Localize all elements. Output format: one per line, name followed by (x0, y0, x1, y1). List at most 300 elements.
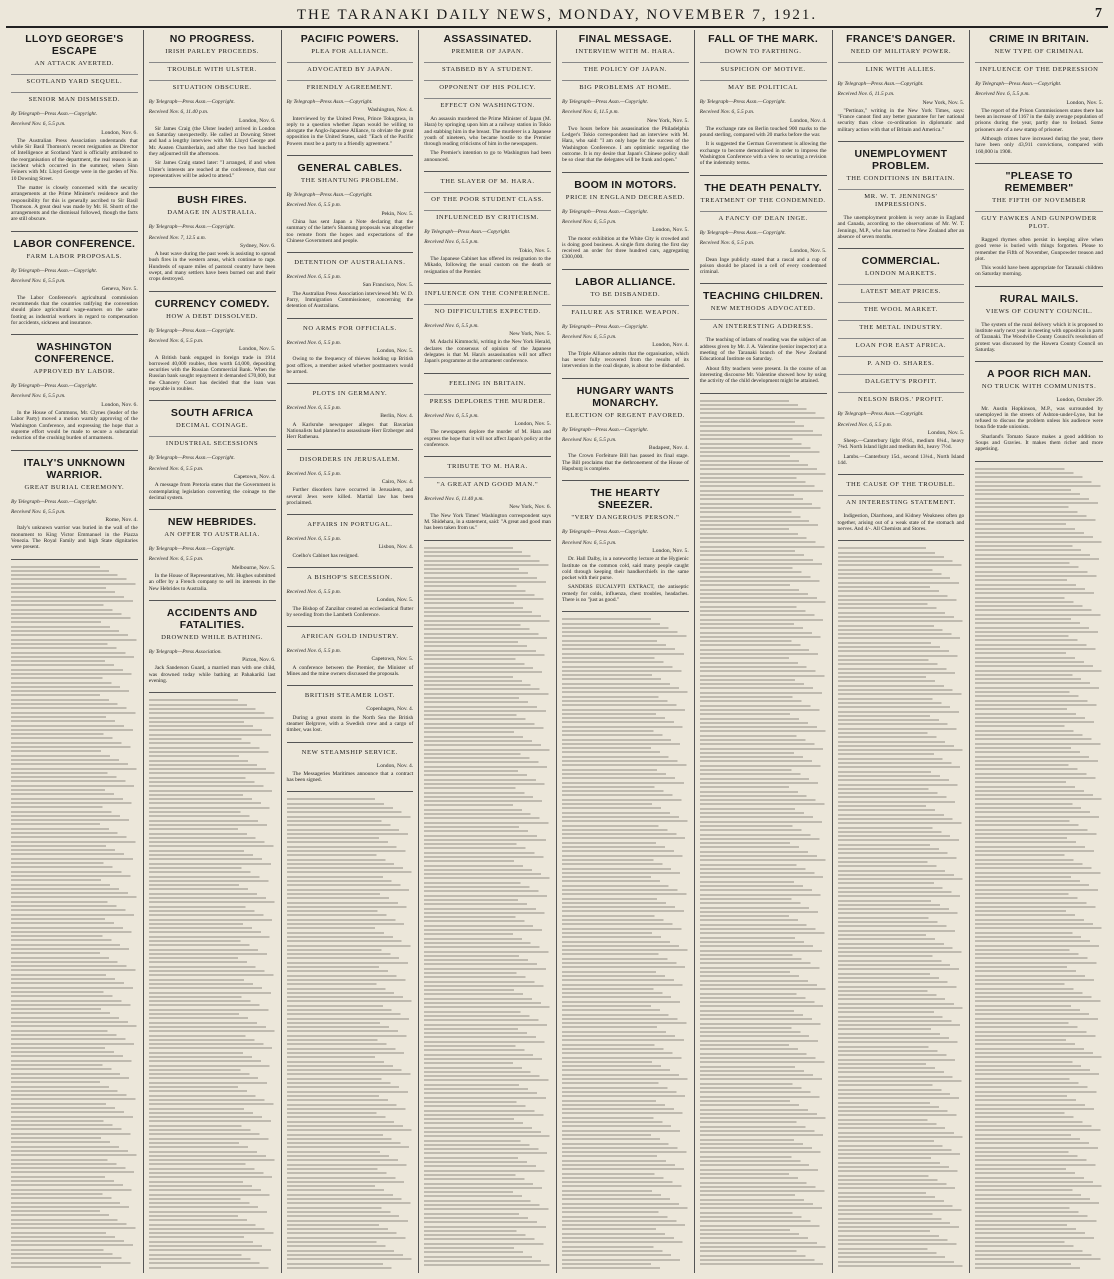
text-line-filler (700, 1156, 827, 1158)
text-line-filler (562, 1125, 689, 1127)
text-line-filler (149, 1181, 276, 1183)
article-dateline: London, Nov. 5. (514, 420, 551, 427)
text-line-filler (562, 1194, 689, 1196)
text-line-filler (149, 867, 276, 869)
text-line-filler (838, 1222, 965, 1224)
text-line-filler (11, 948, 138, 950)
text-line-filler (700, 460, 827, 462)
text-line-filler (149, 957, 276, 959)
text-line-filler (424, 916, 551, 918)
text-line-filler (11, 604, 138, 606)
text-line-filler (838, 1097, 965, 1099)
article-dateline: Capetown, Nov. 4. (233, 473, 276, 480)
text-line-filler (975, 1009, 1103, 1011)
article-paragraph: China has sent Japan a Note declaring that the summary of the latter's Shantung proposals was altogether too remote from the hopes and expectations of the Chinese Government and people. (286, 218, 414, 244)
text-line-filler (424, 920, 551, 922)
text-line-filler (700, 1255, 827, 1257)
text-line-filler (287, 1129, 414, 1131)
article-subheading: ADVOCATED BY JAPAN. (287, 62, 414, 77)
text-line-filler (838, 1007, 965, 1009)
text-line-filler (424, 856, 551, 858)
text-line-filler (838, 590, 965, 592)
text-line-filler (287, 1146, 414, 1148)
text-line-filler (149, 871, 276, 873)
text-line-filler (975, 850, 1103, 852)
text-line-filler (562, 1069, 689, 1071)
text-line-filler (975, 983, 1103, 985)
text-line-filler (838, 685, 965, 687)
text-line-filler (11, 682, 138, 684)
text-line-filler (975, 786, 1103, 788)
text-line-filler (11, 858, 138, 860)
article-body (838, 108, 965, 133)
article-subheading: DETENTION OF AUSTRALIANS. (294, 259, 406, 267)
text-line-filler (562, 1100, 689, 1102)
text-line-filler (838, 573, 965, 575)
text-line-filler (562, 1057, 689, 1059)
text-line-filler (287, 1220, 414, 1222)
text-line-filler (424, 560, 551, 562)
text-line-filler (975, 472, 1103, 474)
article-headline: COMMERCIAL. (861, 255, 941, 268)
text-line-filler (975, 1224, 1103, 1226)
text-line-filler (975, 798, 1103, 800)
text-line-filler (562, 812, 689, 814)
text-line-filler (838, 784, 965, 786)
text-line-filler (287, 1168, 414, 1170)
article-dateline: London, Nov. 5. (239, 346, 276, 353)
text-line-filler (700, 1190, 827, 1192)
text-line-filler (700, 1250, 827, 1252)
article-dateline: Capetown, Nov. 5. (371, 656, 414, 663)
text-line-filler (975, 940, 1103, 942)
text-line-filler (562, 1190, 689, 1192)
text-line-filler (424, 1122, 551, 1124)
text-line-filler (149, 1194, 276, 1196)
article-body (975, 108, 1103, 155)
text-line-filler (424, 1019, 551, 1021)
text-line-filler (149, 798, 276, 800)
article-byline: By Telegraph—Press Assn.—Copyright. (11, 383, 98, 390)
text-line-filler (424, 1178, 551, 1180)
article (424, 290, 551, 374)
text-line-filler (975, 506, 1103, 508)
article (975, 170, 1103, 287)
text-line-filler (700, 1070, 827, 1072)
text-line-filler (700, 567, 827, 569)
text-line-filler (287, 829, 414, 831)
text-line-filler (149, 1047, 276, 1049)
article-paragraph: The Crown Forfeiture Bill has passed its final stage. The Bill proclaims that the dethronement of the House of Hapsburg is complete. (562, 453, 689, 473)
text-line-filler (11, 935, 138, 937)
text-line-filler (11, 811, 138, 813)
article-headline: TEACHING CHILDREN. (702, 290, 824, 303)
text-line-filler (975, 558, 1103, 560)
text-line-filler (149, 1133, 276, 1135)
text-line-filler (149, 979, 276, 981)
text-line-filler (975, 592, 1103, 594)
text-line-filler (700, 679, 827, 681)
text-line-filler (975, 1177, 1103, 1179)
text-line-filler (838, 1140, 965, 1142)
text-line-filler (149, 1022, 276, 1024)
text-line-filler (11, 673, 138, 675)
text-line-filler (562, 966, 689, 968)
article-received: Received Nov. 6, 5.5 p.m. (286, 470, 342, 477)
text-line-filler (11, 763, 138, 765)
article-body (287, 665, 414, 678)
text-line-filler (838, 633, 965, 635)
article-body (149, 251, 276, 282)
text-line-filler (700, 481, 827, 483)
text-line-filler (838, 796, 965, 798)
text-line-filler (838, 870, 965, 872)
text-line-filler (562, 782, 689, 784)
text-line-filler (424, 654, 551, 656)
text-line-filler (838, 835, 965, 837)
text-line-filler (11, 815, 138, 817)
article-subheading: NO ARMS FOR OFFICIALS. (302, 324, 397, 332)
text-line-filler (11, 1081, 138, 1083)
text-line-filler (975, 562, 1103, 564)
text-line-filler (149, 1258, 276, 1260)
text-line-filler (11, 677, 138, 679)
article-paragraph: Mr. Austin Hopkinson, M.P., was surrounded by unemployed in the streets of Ashton-under-Lyne, but he refused to discuss the problem unless his audience were bona fide trade unionists. (975, 405, 1103, 431)
text-line-filler (11, 1098, 138, 1100)
text-line-filler (287, 1241, 414, 1243)
text-line-filler (562, 1074, 689, 1076)
text-line-filler (562, 902, 689, 904)
text-line-filler (975, 614, 1103, 616)
text-line-filler (700, 782, 827, 784)
text-line-filler (424, 1118, 551, 1120)
text-line-filler (562, 794, 689, 796)
text-line-filler (424, 551, 551, 553)
text-line-filler (11, 789, 138, 791)
text-line-filler (975, 1125, 1103, 1127)
text-line-filler (975, 1245, 1103, 1247)
masthead-title: THE TARANAKI DAILY NEWS, MONDAY, NOVEMBER 7, 1921. (296, 6, 818, 23)
text-line-filler (11, 1034, 138, 1036)
text-line-filler (149, 910, 276, 912)
article-paragraph: The matter is closely concerned with the security arrangements at the Prime Minister's residence and the responsibility for this is generally ascribed to Sir Basil Thomson. A great deal was made by Mr. H. Shortt of the arrangements and the dismissal followed, though the facts are still obscure. (11, 184, 138, 223)
text-line-filler (424, 976, 551, 978)
text-line-filler (424, 1092, 551, 1094)
article-paragraph: The Premier's intention to go to Washington had been announced. (424, 150, 551, 163)
text-line-filler (700, 1053, 827, 1055)
text-line-filler (700, 1186, 827, 1188)
text-line-filler (700, 1109, 827, 1111)
article-subheading: AN INTERESTING STATEMENT. (838, 495, 965, 510)
text-line-filler (287, 816, 414, 818)
text-line-filler (424, 968, 551, 970)
text-line-filler (424, 1221, 551, 1223)
text-line-filler (562, 1130, 689, 1132)
text-line-filler (149, 1116, 276, 1118)
text-line-filler (700, 1151, 827, 1153)
text-line-filler (838, 1080, 965, 1082)
text-line-filler (700, 1010, 827, 1012)
text-line-filler (975, 777, 1103, 779)
text-line-filler (11, 1077, 138, 1079)
text-line-filler (838, 1050, 965, 1052)
text-line-filler (838, 908, 965, 910)
text-line-filler (562, 739, 689, 741)
text-line-filler (838, 582, 965, 584)
text-line-filler (975, 1207, 1103, 1209)
text-line-filler (424, 701, 551, 703)
text-line-filler (424, 628, 551, 630)
text-line-filler (424, 1195, 551, 1197)
text-line-filler (700, 1242, 827, 1244)
article-subheading: INFLUENCED BY CRITICISM. (424, 210, 551, 225)
text-line-filler (287, 1116, 414, 1118)
text-line-filler (149, 1245, 276, 1247)
text-line-filler (149, 1060, 276, 1062)
text-line-filler (11, 626, 138, 628)
text-line-filler (11, 591, 138, 593)
text-line-filler (975, 936, 1103, 938)
text-line-filler (975, 468, 1103, 470)
text-line-filler (975, 571, 1103, 573)
text-line-filler (11, 729, 138, 731)
article-headline: FINAL MESSAGE. (578, 33, 672, 45)
text-line-filler (975, 876, 1103, 878)
article-dateline: Sydney, Nov. 6. (240, 242, 276, 249)
text-line-filler (149, 961, 276, 963)
text-line-filler (700, 408, 827, 410)
text-line-filler (975, 1104, 1103, 1106)
article-subheading: GREAT BURIAL CEREMONY. (24, 483, 125, 491)
text-line-filler (700, 1066, 827, 1068)
text-line-filler (149, 876, 276, 878)
text-line-filler (11, 836, 138, 838)
text-line-filler (562, 674, 689, 676)
text-line-filler (424, 590, 551, 592)
text-line-filler (700, 855, 827, 857)
text-line-filler (287, 975, 414, 977)
text-line-filler (11, 987, 138, 989)
article (562, 276, 689, 379)
article-paragraph: The system of the rural delivery which it is proposed to institute early next year in meeting with opposition in parts of Taranaki. The Woodville County Council's resolution of protest was discussed by the Hawera County Council on Saturday. (975, 321, 1103, 353)
text-line-filler (975, 1164, 1103, 1166)
text-line-filler (11, 617, 138, 619)
text-line-filler (149, 1198, 276, 1200)
text-line-filler (562, 1160, 689, 1162)
article-subheading: DECIMAL COINAGE. (175, 422, 249, 430)
text-line-filler (838, 1136, 965, 1138)
text-line-filler (838, 818, 965, 820)
text-line-filler (149, 1155, 276, 1157)
text-line-filler (838, 1256, 965, 1258)
text-line-filler (700, 412, 827, 414)
text-line-filler (700, 859, 827, 861)
text-line-filler (975, 734, 1103, 736)
article (975, 368, 1103, 461)
text-line-filler (562, 1181, 689, 1183)
text-line-filler (975, 962, 1103, 964)
text-line-filler (975, 554, 1103, 556)
text-line-filler (287, 914, 414, 916)
article-byline: By Telegraph—Press Assn.—Copyright. (562, 323, 649, 330)
text-line-filler (149, 893, 276, 895)
text-line-filler (11, 901, 138, 903)
text-line-filler (975, 1116, 1103, 1118)
article-subheading: INTERVIEW WITH M. HARA. (575, 48, 676, 55)
text-line-filler (838, 1149, 965, 1151)
text-line-filler (11, 1137, 138, 1139)
text-line-filler (562, 962, 689, 964)
text-line-filler (562, 1134, 689, 1136)
text-line-filler (424, 620, 551, 622)
text-line-filler (562, 1259, 689, 1261)
text-line-filler (700, 868, 827, 870)
text-line-filler (149, 820, 276, 822)
text-line-filler (975, 824, 1103, 826)
article-paragraph: The unemployment problem is very acute in England and Canada, according to the observations of Mr. W. T. Jennings, M.P., who has returned to New Zealand after an absence of seven months. (837, 215, 965, 240)
text-line-filler (838, 1067, 965, 1069)
text-line-filler (149, 764, 276, 766)
text-line-filler (838, 1028, 965, 1030)
article-body (287, 771, 414, 784)
text-line-filler (11, 1068, 138, 1070)
article-headline: ASSASSINATED. (443, 33, 532, 45)
article-subheading: TO BE DISBANDED. (590, 290, 661, 298)
article-dateline: London, Nov. 4. (790, 117, 827, 124)
text-line-filler (11, 759, 138, 761)
text-line-filler (424, 1204, 551, 1206)
text-line-filler (838, 998, 965, 1000)
article-subheading: BIG PROBLEMS AT HOME. (562, 80, 689, 95)
text-line-filler (838, 947, 965, 949)
text-line-filler (562, 919, 689, 921)
text-line-filler (562, 833, 689, 835)
text-line-filler (975, 1035, 1103, 1037)
text-line-filler (149, 1262, 276, 1264)
text-line-filler (287, 1185, 414, 1187)
text-line-filler (838, 625, 965, 627)
text-line-filler (562, 747, 689, 749)
text-line-filler (424, 1067, 551, 1069)
text-line-filler (424, 684, 551, 686)
text-line-filler (562, 923, 689, 925)
text-line-filler (11, 1159, 138, 1161)
text-line-filler (149, 772, 276, 774)
text-line-filler (700, 1074, 827, 1076)
article-received: Received Nov. 6, 5.5 p.m. (699, 239, 755, 246)
text-line-filler (287, 1263, 414, 1265)
article-dateline: London, Nov. 5. (790, 248, 827, 255)
text-line-filler (424, 1140, 551, 1142)
text-line-filler (562, 661, 689, 663)
text-line-filler (562, 906, 689, 908)
text-line-filler (287, 820, 414, 822)
text-line-filler (700, 494, 827, 496)
text-line-filler (11, 939, 138, 941)
text-line-filler (975, 837, 1103, 839)
text-line-filler (700, 623, 827, 625)
text-line-filler (975, 743, 1103, 745)
article-headline: THE DEATH PENALTY. (704, 181, 822, 194)
article-dateline: London, Nov. 4. (376, 762, 414, 769)
article (562, 385, 689, 482)
text-line-filler (700, 649, 827, 651)
text-line-filler (975, 910, 1103, 912)
article (287, 692, 414, 742)
text-line-filler (424, 1079, 551, 1081)
text-line-filler (149, 1039, 276, 1041)
text-line-filler (975, 704, 1103, 706)
text-line-filler (424, 1032, 551, 1034)
text-line-filler (11, 845, 138, 847)
text-line-filler (562, 648, 689, 650)
text-line-filler (11, 613, 138, 615)
text-line-filler (838, 1175, 965, 1177)
text-line-filler (975, 652, 1103, 654)
text-line-filler (287, 1172, 414, 1174)
article-body (424, 116, 551, 163)
article-subheading: DROWNED WHILE BATHING. (161, 633, 264, 641)
text-line-filler (149, 721, 276, 723)
text-line-filler (700, 825, 827, 827)
text-line-filler (838, 831, 965, 833)
text-line-filler (700, 425, 827, 427)
text-line-filler (975, 1211, 1103, 1213)
text-line-filler (838, 1170, 965, 1172)
article-dateline: London, Nov. 5. (376, 347, 414, 354)
article-subheading: THE POLICY OF JAPAN. (562, 62, 689, 77)
text-line-filler (149, 807, 276, 809)
article-body (287, 116, 414, 147)
text-line-filler (700, 915, 827, 917)
text-line-filler (424, 792, 551, 794)
text-line-filler (562, 855, 689, 857)
text-line-filler (975, 927, 1103, 929)
text-line-filler (975, 1228, 1103, 1230)
text-line-filler (149, 760, 276, 762)
text-line-filler (975, 1151, 1103, 1153)
text-line-filler (424, 847, 551, 849)
text-line-filler (11, 776, 138, 778)
article-subheading: "A GREAT AND GOOD MAN." (424, 477, 551, 492)
text-line-filler (838, 569, 965, 571)
text-line-filler (838, 629, 965, 631)
text-line-filler (424, 1028, 551, 1030)
article (287, 521, 414, 568)
text-line-filler (700, 1023, 827, 1025)
text-line-filler (11, 841, 138, 843)
text-line-filler (287, 1151, 414, 1153)
article-body (287, 715, 414, 734)
text-line-filler (424, 1256, 551, 1258)
text-line-filler (149, 1267, 276, 1269)
text-line-filler (287, 932, 414, 934)
text-line-filler (562, 640, 689, 642)
text-line-filler (149, 927, 276, 929)
news-column (419, 30, 557, 1273)
article-body (700, 337, 827, 384)
article-subheading: PRICE IN ENGLAND DECREASED. (565, 193, 685, 201)
text-line-filler (975, 867, 1103, 869)
text-line-filler (424, 594, 551, 596)
text-line-filler (700, 1027, 827, 1029)
article-paragraph: The Labor Conference's agricultural commission recommends that the countries ratifying the convention should place agricultural wage-earners on the same footing as industrial workers in regard to compensation for accidents, sickness and insurance. (11, 294, 138, 326)
article-byline: By Telegraph—Press Assn.—Copyright. (148, 546, 235, 553)
text-line-filler (975, 880, 1103, 882)
article (562, 33, 689, 173)
article-paragraph: M. Adachi Kimmochi, writing in the New York Herald, declares the consensus of opinion of the Japanese delegates is that M. Hara's assassination will not affect Japan's programme at the armament conference. (424, 339, 551, 365)
article (11, 33, 138, 232)
